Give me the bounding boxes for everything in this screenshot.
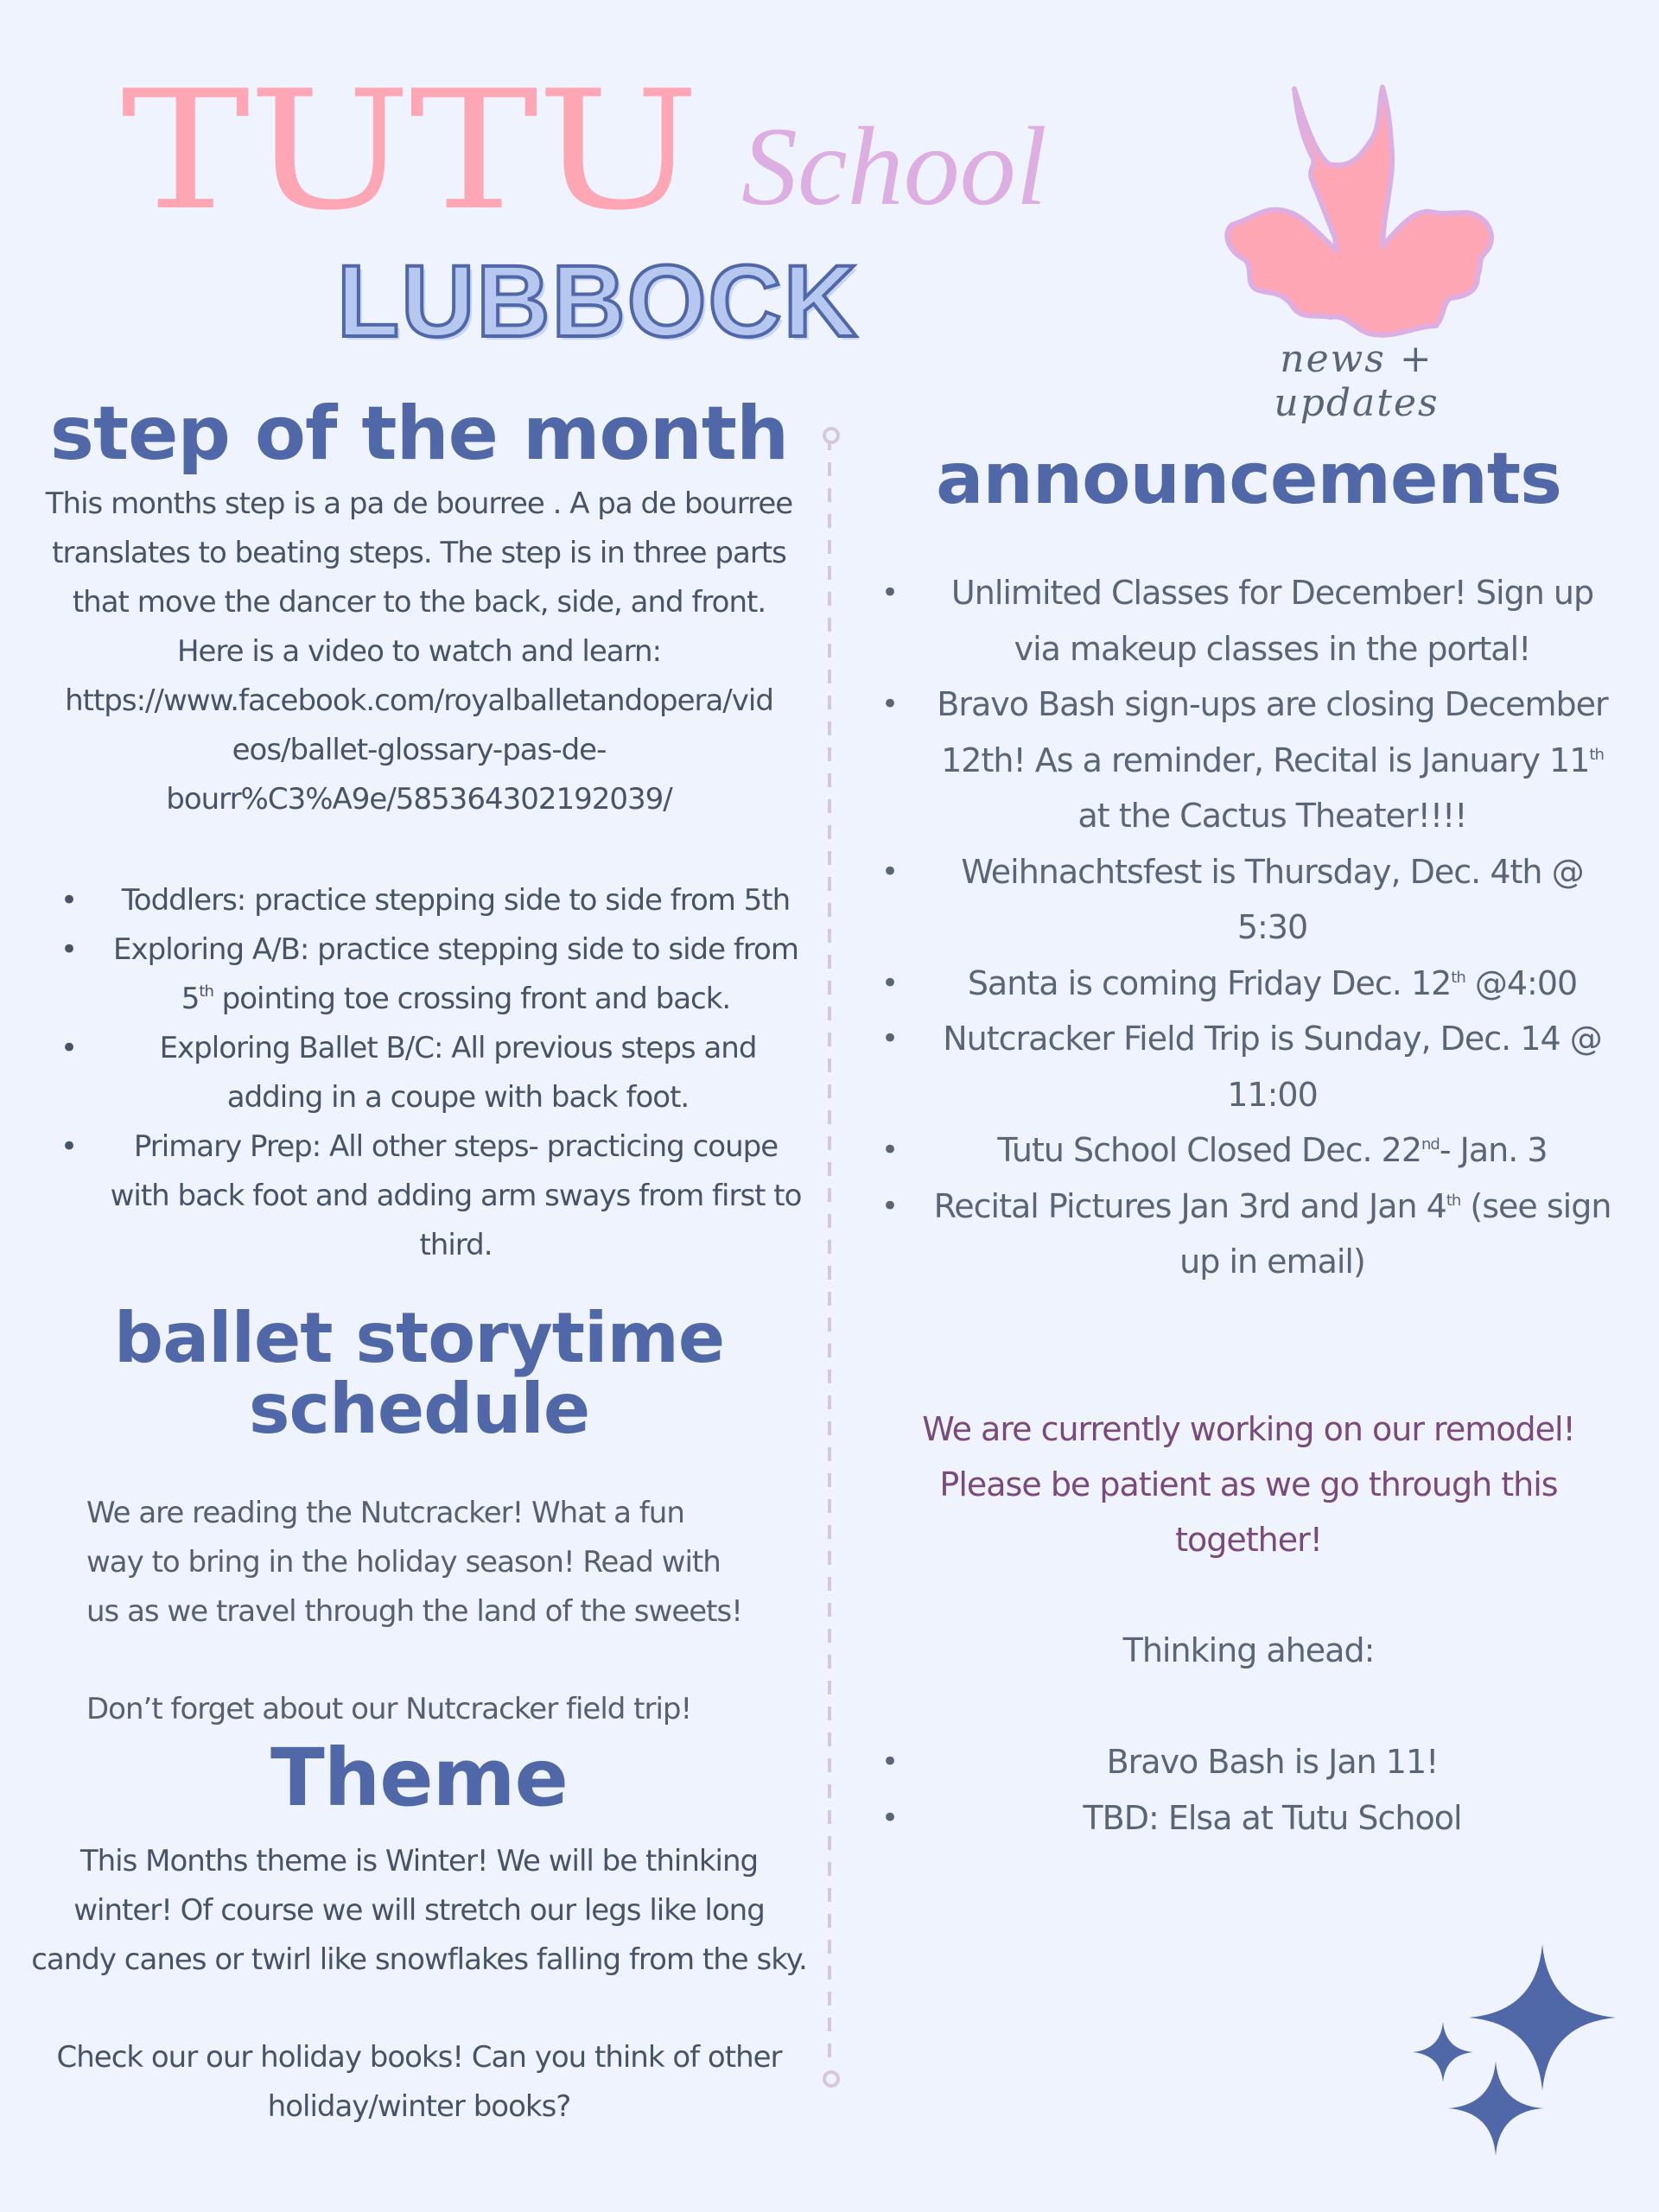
sparkles-icon xyxy=(1408,1936,1633,2160)
divider-top-dot xyxy=(823,427,840,444)
divider-bottom-dot xyxy=(823,2070,840,2088)
storytime-text: We are reading the Nutcracker! What a fun way to bring in the holiday season! Read with us as we travel through the land of the sweets! Don’t forget about our Nutcracker field trip! xyxy=(86,1489,760,1734)
remodel-notice: We are currently working on our remodel! Please be patient as we go through this together! xyxy=(922,1410,1575,1559)
level-item-exploring-bc: • Exploring Ballet B/C: All previous steps and adding in a coupe with back foot. xyxy=(60,1024,804,1122)
announcements-heading: announcements xyxy=(936,438,1561,520)
announcement-item: • Santa is coming Friday Dec. 12th @4:00 xyxy=(881,956,1616,1012)
tutu-dress-icon xyxy=(1218,82,1503,341)
upcoming-item: • Bravo Bash is Jan 11! xyxy=(881,1734,1616,1790)
level-practice-list xyxy=(60,876,804,1270)
location-title: LUBBOCK xyxy=(337,245,859,359)
upcoming-item: • TBD: Elsa at Tutu School xyxy=(881,1790,1616,1847)
level-item-toddlers: • Toddlers: practice stepping side to side from 5th xyxy=(60,876,804,925)
announcements-list xyxy=(881,565,1616,1290)
step-of-month-intro xyxy=(26,480,812,824)
intro-line: This months step is a pa de bourree . A pa de bourree xyxy=(45,486,793,521)
announcement-item: • Nutcracker Field Trip is Sunday, Dec. 14 @ 11:00 xyxy=(881,1011,1616,1122)
brand-tutu: TUTU xyxy=(121,55,698,246)
theme-heading: Theme xyxy=(270,1732,568,1824)
step-of-month-heading: step of the month xyxy=(49,391,789,477)
video-link-line[interactable]: https://www.facebook.com/royalballetandopera/vid xyxy=(65,683,773,718)
column-divider xyxy=(828,436,831,2069)
intro-line: Here is a video to watch and learn: xyxy=(176,634,662,669)
level-item-primary-prep: • Primary Prep: All other steps- practicing coupe with back foot and adding arm sways from first to third. xyxy=(60,1122,804,1270)
announcement-item: • Tutu School Closed Dec. 22nd- Jan. 3 xyxy=(881,1122,1616,1179)
level-item-exploring-ab: • Exploring A/B: practice stepping side to side from 5th pointing toe crossing front and back. xyxy=(60,925,804,1024)
video-link-line[interactable]: eos/ballet-glossary-pas-de- xyxy=(232,733,607,767)
intro-line: that move the dancer to the back, side, and front. xyxy=(72,585,766,620)
intro-line: translates to beating steps. The step is in three parts xyxy=(52,536,786,570)
storytime-heading: ballet storytime schedule xyxy=(113,1298,725,1449)
tagline: news + updates xyxy=(1274,337,1440,425)
thinking-ahead-label: Thinking ahead: xyxy=(1122,1631,1375,1669)
announcement-item: • Bravo Bash sign-ups are closing December 12th! As a reminder, Recital is January 11th at the Cactus Theater!!!! xyxy=(881,677,1616,844)
theme-text: This Months theme is Winter! We will be thinking winter! Of course we will stretch our legs like long candy canes or twirl like snowflakes falling from the sky. Check our our holiday books! Can you think of other holiday/winter books? xyxy=(31,1844,807,2124)
brand-school: School xyxy=(741,105,1047,229)
video-link-line[interactable]: bourr%C3%A9e/585364302192039/ xyxy=(166,782,672,817)
upcoming-list xyxy=(881,1734,1616,1846)
announcement-item: • Weihnachtsfest is Thursday, Dec. 4th @ 5:30 xyxy=(881,844,1616,956)
announcement-item: • Unlimited Classes for December! Sign up via makeup classes in the portal! xyxy=(881,565,1616,677)
field-trip-reminder: Don’t forget about our Nutcracker field trip! xyxy=(86,1692,692,1726)
announcement-item: • Recital Pictures Jan 3rd and Jan 4th (see sign up in email) xyxy=(881,1179,1616,1290)
